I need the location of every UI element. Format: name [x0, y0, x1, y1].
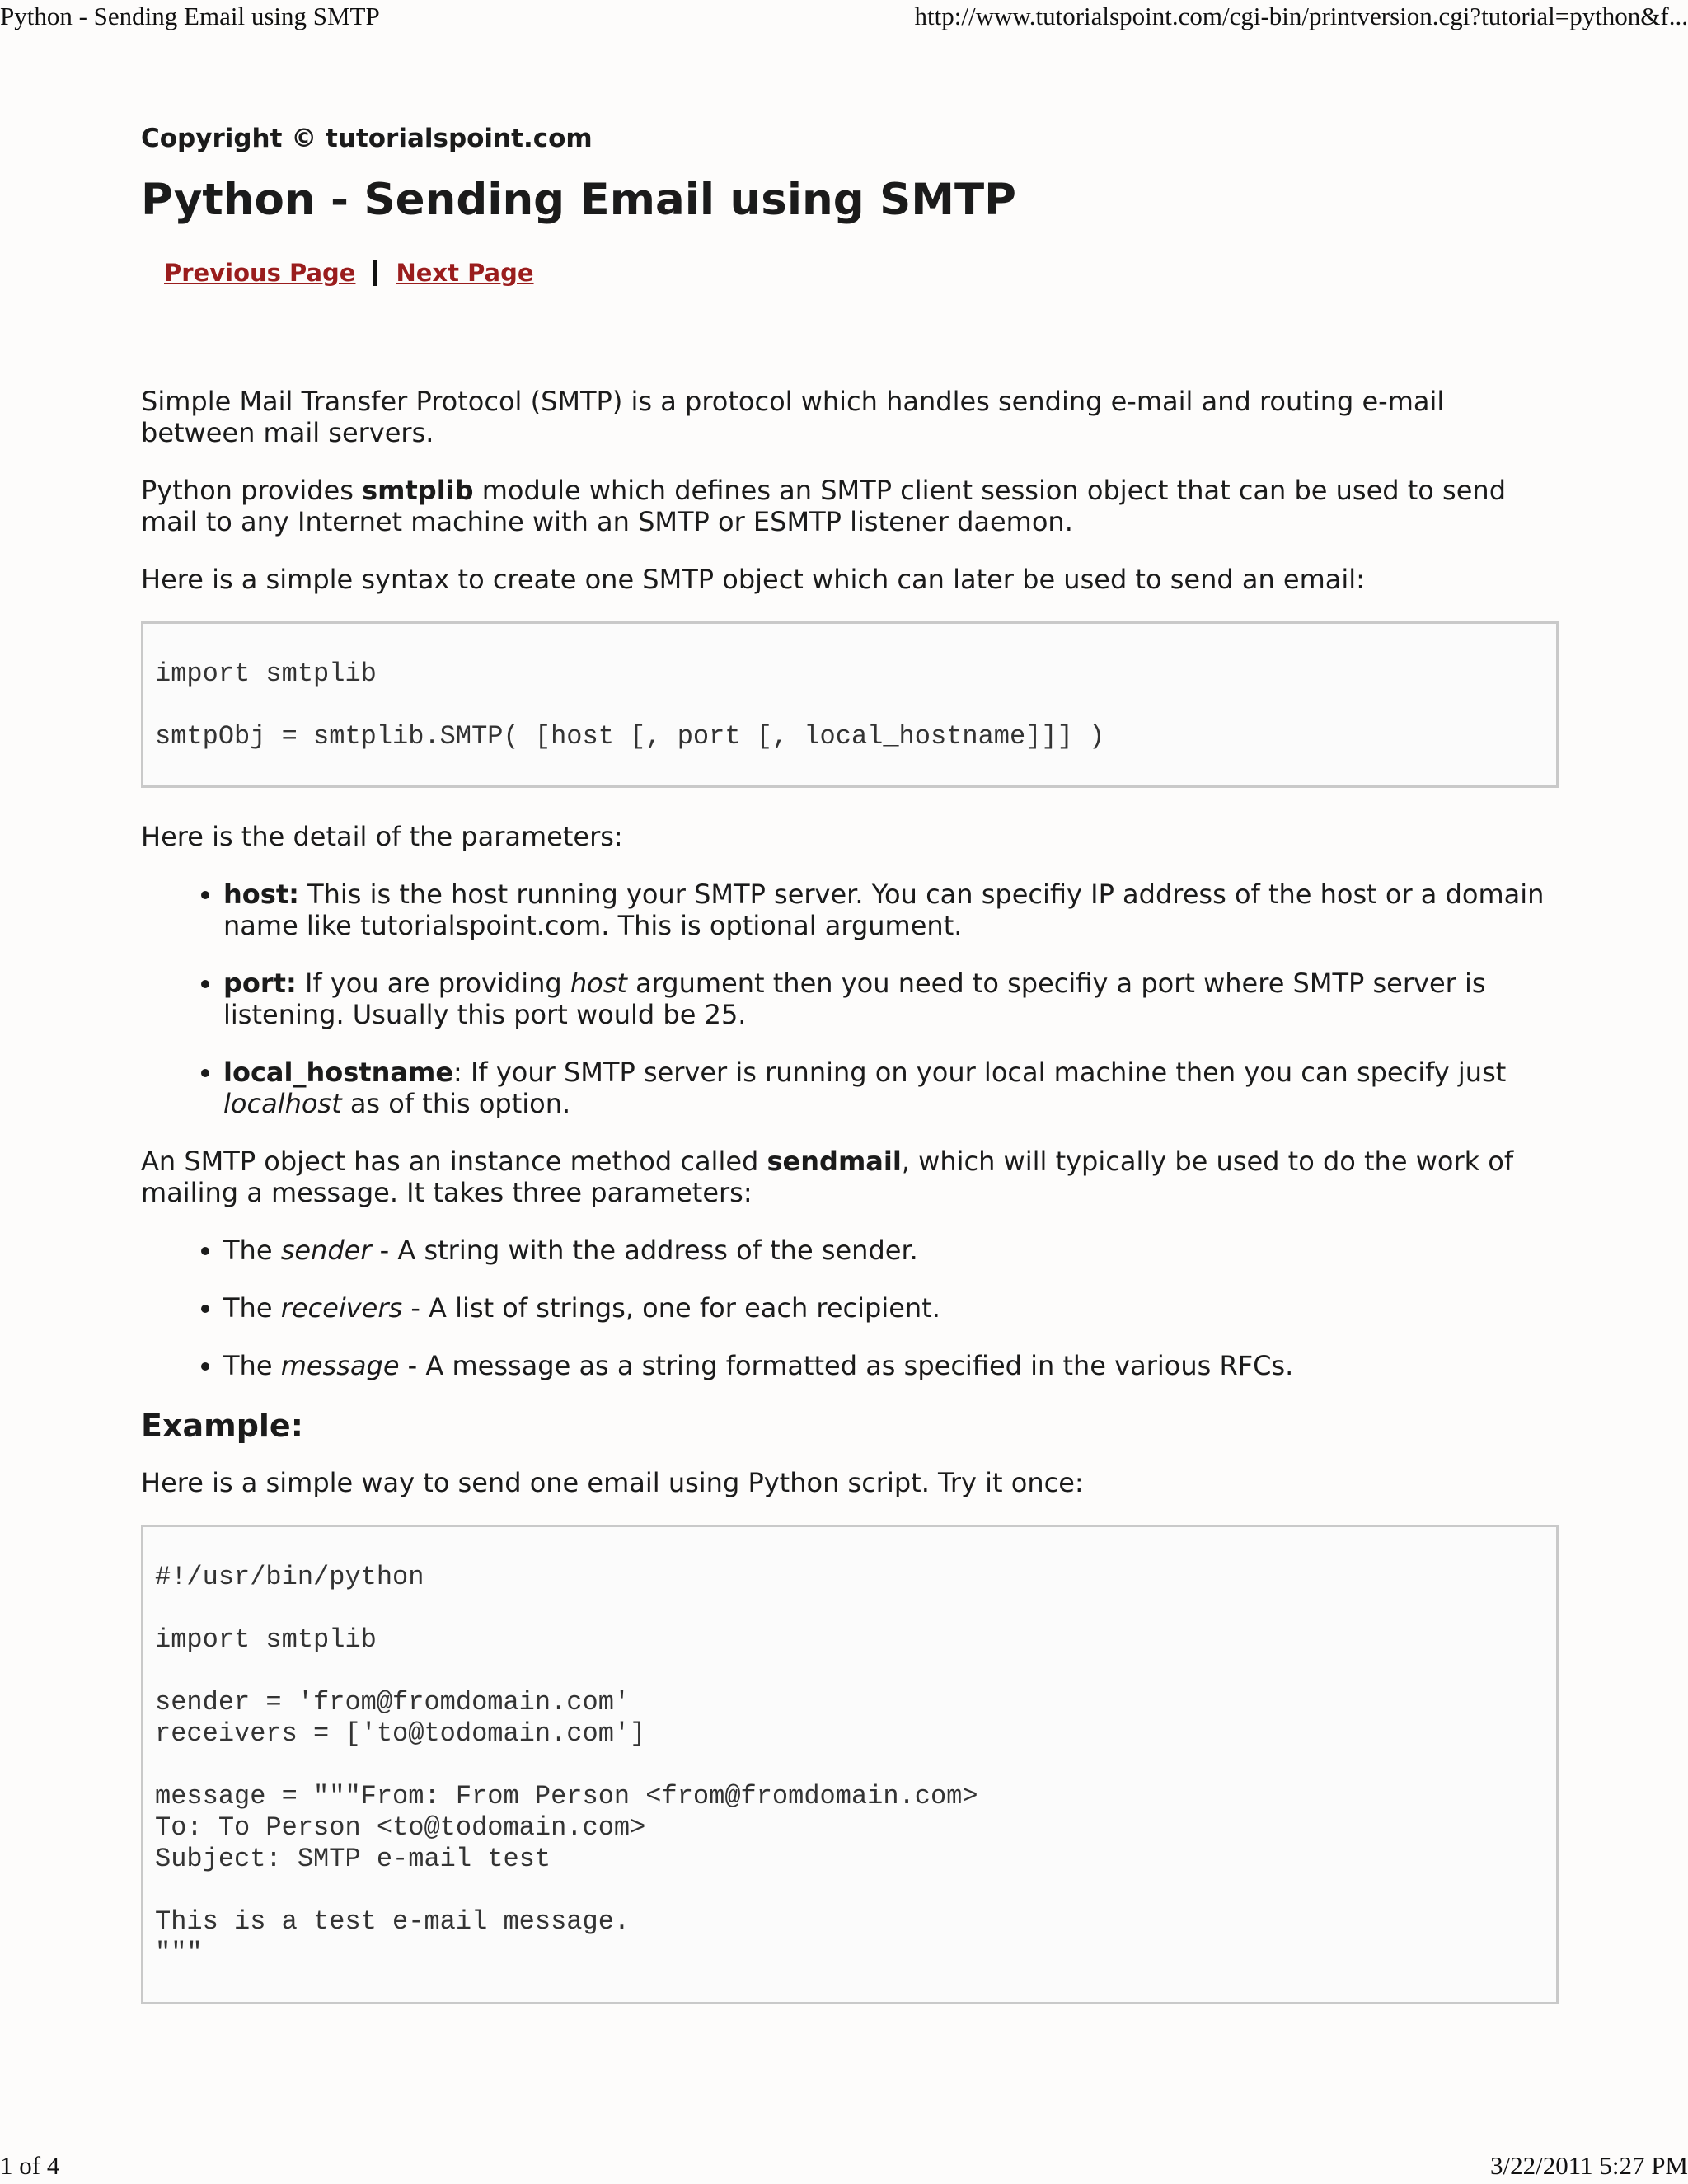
code-line [155, 1656, 1545, 1687]
params-intro: Here is the detail of the parameters: [141, 821, 623, 853]
code-line: #!/usr/bin/python [155, 1562, 424, 1593]
code-line: Subject: SMTP e-mail test [155, 1844, 551, 1875]
example-code-block [141, 1525, 1559, 2004]
page-title: Python - Sending Email using SMTP [141, 175, 1017, 225]
code-line: To: To Person <to@todomain.com> [155, 1812, 646, 1844]
print-footer-datetime: 3/22/2011 5:27 PM [1490, 2151, 1688, 2180]
example-intro: Here is a simple way to send one email using Python script. Try it once: [141, 1467, 1084, 1499]
print-footer-page: 1 of 4 [0, 2151, 60, 2180]
intro-paragraph-2: Python provides smtplib module which defines an SMTP client session object that can be used to send mail to any Internet machine with an SMTP or ESMTP listener daemon. [141, 475, 1506, 538]
sendmail-params-list [141, 1235, 1559, 1381]
intro-paragraph-3: Here is a simple syntax to create one SMTP object which can later be used to send an email: [141, 564, 1365, 596]
parameters-list [141, 879, 1559, 1119]
list-item: • The sender - A string with the address of the sender. [223, 1235, 1559, 1266]
list-item: • The receivers - A list of strings, one for each recipient. [223, 1292, 1559, 1324]
code-line: import smtplib [155, 658, 377, 690]
previous-page-link[interactable]: Previous Page [164, 259, 356, 288]
print-header-title: Python - Sending Email using SMTP [0, 2, 380, 30]
print-header-url: http://www.tutorialspoint.com/cgi-bin/printversion.cgi?tutorial=python&f... [914, 2, 1688, 30]
intro-paragraph-1: Simple Mail Transfer Protocol (SMTP) is a protocol which handles sending e-mail and routing e-mail between mail servers. [141, 386, 1445, 449]
example-heading: Example: [141, 1408, 303, 1445]
code-line: receivers = ['to@todomain.com'] [155, 1718, 646, 1750]
code-line: This is a test e-mail message. [155, 1906, 631, 1938]
nav-separator [373, 260, 377, 286]
code-line [155, 1593, 1545, 1624]
next-page-link[interactable]: Next Page [396, 259, 534, 288]
sendmail-paragraph: An SMTP object has an instance method called sendmail, which will typically be used to do the work of mailing a message. It takes three parameters: [141, 1146, 1514, 1209]
page-content [141, 124, 1559, 2037]
list-item: • port: If you are providing host argument then you need to specifiy a port where SMTP server is listening. Usually this port would be 25. [223, 968, 1559, 1030]
code-line [155, 690, 1545, 721]
code-line [155, 1875, 1545, 1906]
copyright-notice: Copyright © tutorialspoint.com [141, 124, 593, 153]
list-item: • host: This is the host running your SMTP server. You can specifiy IP address of the host or a domain name like tutorialspoint.com. This is optional argument. [223, 879, 1559, 941]
list-item: • The message - A message as a string formatted as specified in the various RFCs. [223, 1350, 1559, 1381]
code-line: smtpObj = smtplib.SMTP( [host [, port [, local_hostname]]] ) [155, 721, 1105, 752]
list-item: • local_hostname: If your SMTP server is running on your local machine then you can specify just localhost as of this option. [223, 1057, 1559, 1119]
code-line: message = """From: From Person <from@fromdomain.com> [155, 1781, 978, 1812]
syntax-code-block [141, 621, 1559, 788]
page-navigation [164, 259, 1559, 287]
code-line [155, 1750, 1545, 1781]
code-line: import smtplib [155, 1624, 377, 1656]
code-line: """ [155, 1938, 203, 1969]
code-line: sender = 'from@fromdomain.com' [155, 1687, 631, 1718]
